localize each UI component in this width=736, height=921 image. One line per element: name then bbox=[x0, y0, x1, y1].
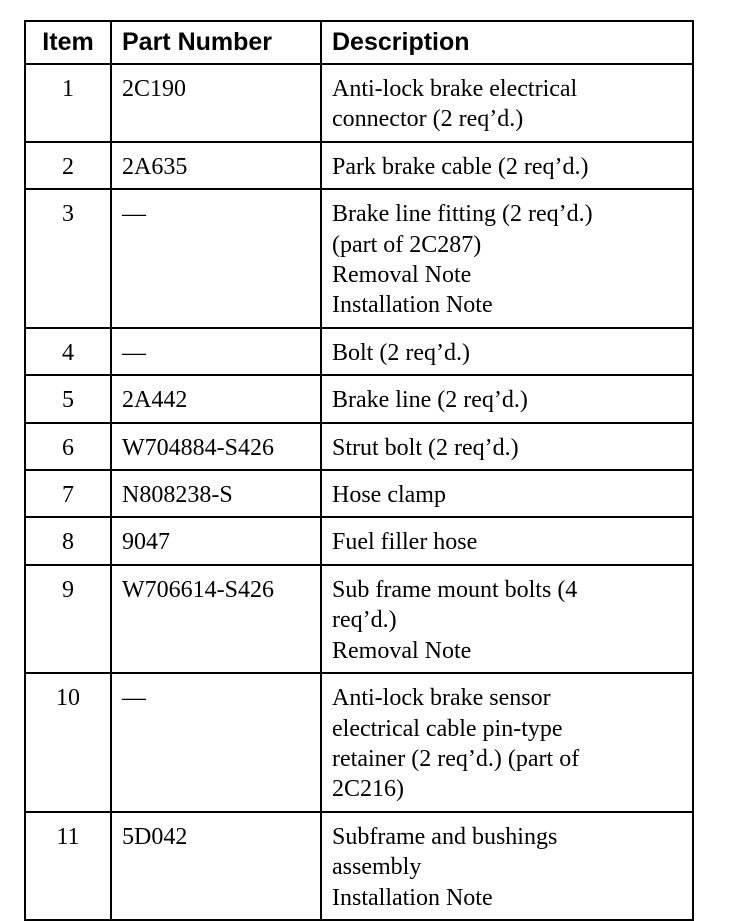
part-number-cell: — bbox=[111, 673, 321, 812]
description-line: (part of 2C287) bbox=[332, 231, 482, 258]
description-line: Installation Note bbox=[332, 884, 493, 911]
description-cell bbox=[321, 64, 693, 142]
item-number-cell: 10 bbox=[25, 673, 111, 812]
item-number-cell: 9 bbox=[25, 565, 111, 673]
item-number-cell: 4 bbox=[25, 328, 111, 375]
header-description: Description bbox=[321, 21, 693, 64]
description-line: Fuel filler hose bbox=[332, 529, 478, 556]
description-line: Brake line (2 req’d.) bbox=[332, 387, 528, 414]
description-line: 2C216) bbox=[332, 776, 404, 803]
item-number-cell: 7 bbox=[25, 470, 111, 517]
item-number-cell: 11 bbox=[25, 812, 111, 920]
description-line: Brake line fitting (2 req’d.) bbox=[332, 201, 593, 228]
part-number-cell: 2A442 bbox=[111, 375, 321, 422]
description-cell bbox=[321, 423, 693, 470]
part-number-cell: 9047 bbox=[111, 517, 321, 564]
description-cell bbox=[321, 189, 693, 328]
part-number-cell: W704884-S426 bbox=[111, 423, 321, 470]
table-row bbox=[25, 64, 693, 142]
item-number-cell: 2 bbox=[25, 142, 111, 189]
description-line: Removal Note bbox=[332, 637, 472, 664]
table-row bbox=[25, 142, 693, 189]
table-row bbox=[25, 189, 693, 328]
description-line: Subframe and bushings bbox=[332, 823, 558, 850]
description-cell bbox=[321, 328, 693, 375]
description-cell bbox=[321, 375, 693, 422]
table-row bbox=[25, 673, 693, 812]
description-line: assembly bbox=[332, 854, 422, 881]
header-part-number: Part Number bbox=[111, 21, 321, 64]
description-line: Anti-lock brake sensor bbox=[332, 685, 551, 712]
description-line: retainer (2 req’d.) (part of bbox=[332, 745, 580, 772]
description-line: Installation Note bbox=[332, 292, 493, 319]
description-line: Removal Note bbox=[332, 262, 472, 289]
part-number-cell: 2A635 bbox=[111, 142, 321, 189]
table-row bbox=[25, 375, 693, 422]
table-row bbox=[25, 565, 693, 673]
part-number-cell: — bbox=[111, 189, 321, 328]
header-row bbox=[25, 21, 693, 64]
item-number-cell: 1 bbox=[25, 64, 111, 142]
description-line: connector (2 req’d.) bbox=[332, 106, 524, 133]
table-row bbox=[25, 470, 693, 517]
item-number-cell: 5 bbox=[25, 375, 111, 422]
item-number-cell: 8 bbox=[25, 517, 111, 564]
header-item: Item bbox=[25, 21, 111, 64]
part-number-cell: 5D042 bbox=[111, 812, 321, 920]
description-cell bbox=[321, 565, 693, 673]
table-row bbox=[25, 517, 693, 564]
description-line: Strut bolt (2 req’d.) bbox=[332, 434, 519, 461]
part-number-cell: N808238-S bbox=[111, 470, 321, 517]
item-number-cell: 3 bbox=[25, 189, 111, 328]
description-line: Sub frame mount bolts (4 bbox=[332, 576, 578, 603]
table-row bbox=[25, 328, 693, 375]
description-line: Bolt (2 req’d.) bbox=[332, 339, 470, 366]
item-number-cell: 6 bbox=[25, 423, 111, 470]
description-cell bbox=[321, 470, 693, 517]
description-line: electrical cable pin-type bbox=[332, 715, 563, 742]
description-cell bbox=[321, 517, 693, 564]
part-number-cell: 2C190 bbox=[111, 64, 321, 142]
description-cell bbox=[321, 673, 693, 812]
table-row bbox=[25, 423, 693, 470]
description-line: Hose clamp bbox=[332, 482, 446, 509]
table-row bbox=[25, 812, 693, 920]
description-line: Anti-lock brake electrical bbox=[332, 76, 578, 102]
description-line: req’d.) bbox=[332, 607, 397, 634]
description-cell bbox=[321, 812, 693, 920]
part-number-cell: W706614-S426 bbox=[111, 565, 321, 673]
description-line: Park brake cable (2 req’d.) bbox=[332, 153, 589, 180]
part-number-cell: — bbox=[111, 328, 321, 375]
description-cell bbox=[321, 142, 693, 189]
parts-table bbox=[24, 20, 694, 921]
